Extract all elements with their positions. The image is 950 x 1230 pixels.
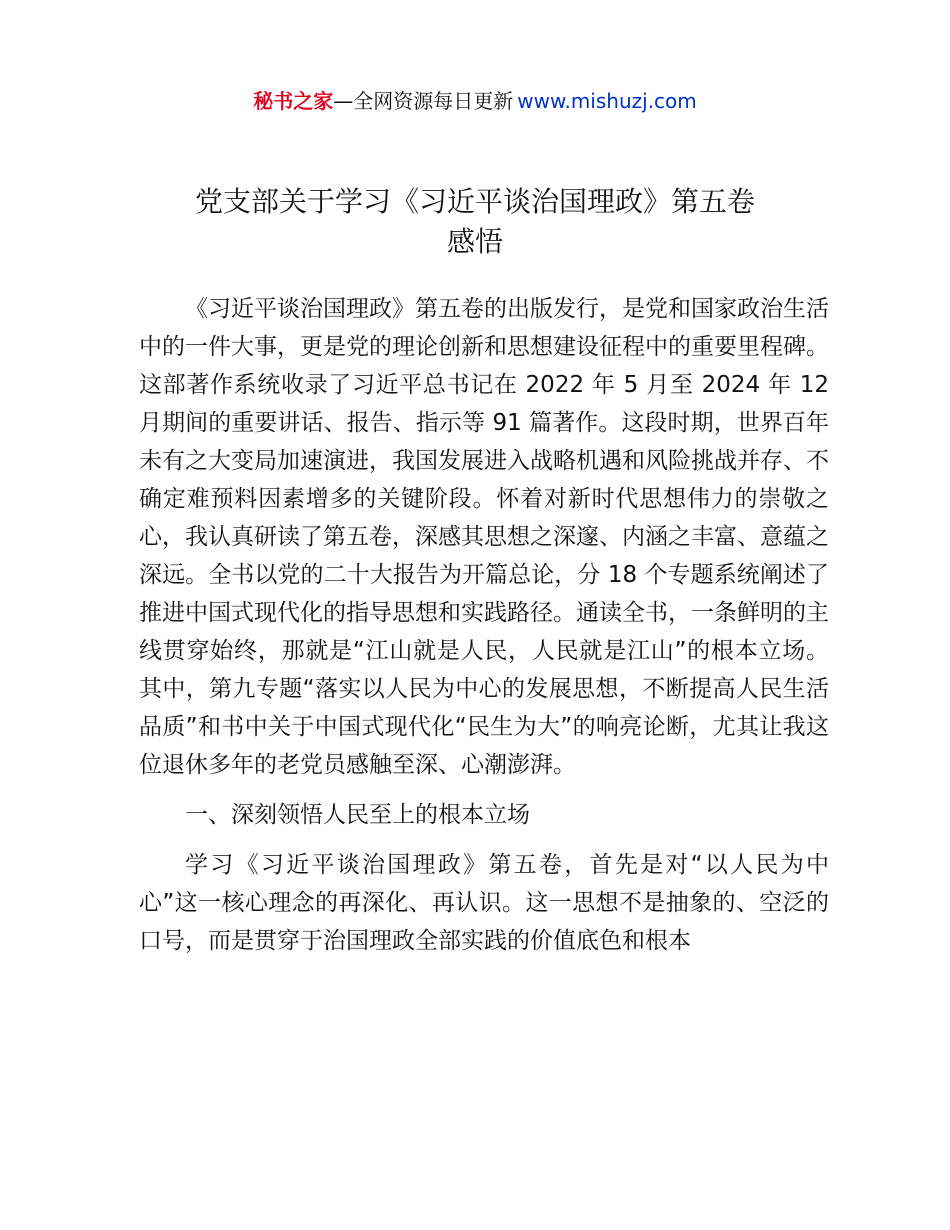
document-title bbox=[120, 182, 830, 262]
header-tagline: —全网资源每日更新 bbox=[333, 89, 514, 113]
title-line-2: 感悟 bbox=[446, 225, 503, 258]
brand-name: 秘书之家 bbox=[253, 89, 334, 113]
paragraph-section-1: 学习《习近平谈治国理政》第五卷，首先是对“以人民为中心”这一核心理念的再深化、再认识。这一思想不是抽象的、空泛的口号，而是贯穿于治国理政全部实践的价值底色和根本 bbox=[139, 852, 829, 954]
paragraph-intro: 《习近平谈治国理政》第五卷的出版发行，是党和国家政治生活中的一件大事，更是党的理论创新和思想建设征程中的重要里程碑。这部著作系统收录了习近平总书记在 2022 年 5 月至 2024 年 12 月期间的重要讲话、报告、指示等 91 篇著作。这段时期，世界百年未有之大变局加速演进，我国发展进入战略机遇和风险挑战并存、不确定难预料因素增多的关键阶段。怀着对新时代思想伟力的崇敬之心，我认真研读了第五卷，深感其思想之深邃、内涵之丰富、意蕴之深远。全书以党的二十大报告为开篇总论，分 18 个专题系统阐述了推进中国式现代化的指导思想和实践路径。通读全书，一条鲜明的主线贯穿始终，那就是“江山就是人民，人民就是江山”的根本立场。其中，第九专题“落实以人民为中心的发展思想，不断提高人民生活品质”和书中关于中国式现代化“民生为大”的响亮论断，尤其让我这位退休多年的老党员感触至深、心潮澎湃。 bbox=[139, 296, 829, 778]
section-heading-1: 一、深刻领悟人民至上的根本立场 bbox=[185, 802, 530, 828]
title-line-1: 党支部关于学习《习近平谈治国理政》第五卷 bbox=[194, 185, 755, 218]
document-body bbox=[139, 290, 829, 960]
site-url-link[interactable]: www.mishuzj.com bbox=[517, 89, 697, 113]
site-header bbox=[0, 86, 950, 116]
